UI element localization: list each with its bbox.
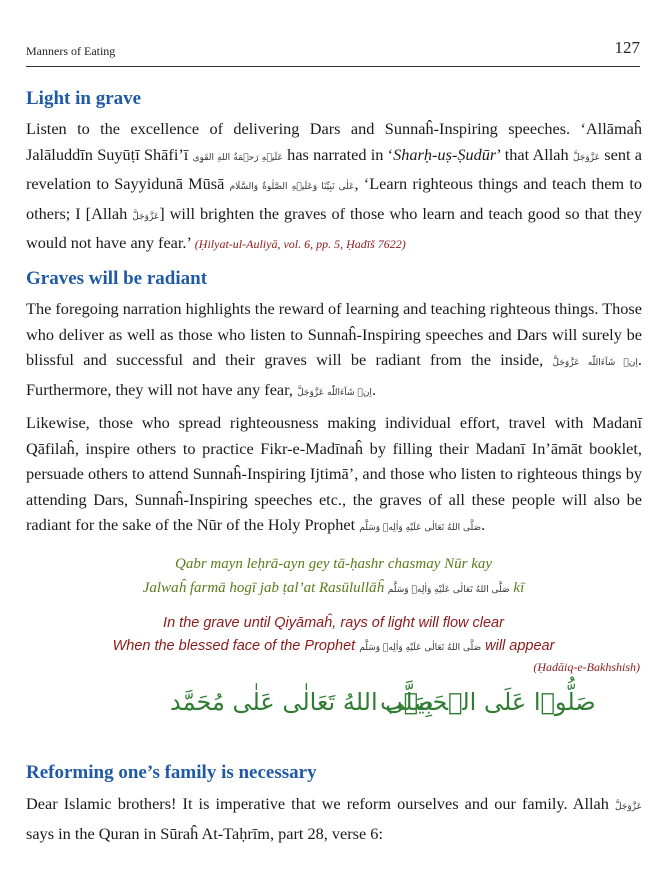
- text-run: Dear Islamic brothers! It is imperative that we reform ourselves and our family. Allah: [26, 794, 615, 813]
- text-run: Jalwaĥ farmā hogī jab ṭal’at Rasūlullāĥ: [142, 580, 388, 596]
- arabic-honorific: عَزَّوَجَلَّ: [572, 152, 601, 163]
- poem-red-line-2: [0, 635, 667, 660]
- arabic-honorific: صَلَّى اللهُ تَعَالٰى عَلَيْهِ وَاٰلِهٖ وَسَلَّم: [359, 523, 482, 533]
- chapter-title: Manners of Eating: [26, 44, 116, 58]
- salawat-calligraphy-left: صَلَّى اللهُ تَعَالٰى عَلٰى مُحَمَّد: [170, 688, 434, 716]
- paragraph-reforming-family: [26, 791, 642, 846]
- text-run: . Furthermore, they will not have any fear,: [26, 350, 642, 399]
- paragraph-likewise: [26, 410, 642, 542]
- citation: (Ḥilyat-ul-Auliyā, vol. 6, pp. 5, Ḥadīš 7622): [194, 237, 406, 251]
- text-run: When the blessed face of the Prophet: [112, 638, 360, 654]
- paragraph-graves-radiant: [26, 296, 642, 406]
- paragraph-light-in-grave: [26, 116, 642, 258]
- text-run: will appear: [481, 638, 555, 654]
- arabic-honorific: اِنۡ شَآءَاللّٰه عَزَّوَجَلَّ: [297, 387, 372, 398]
- section-heading-graves-radiant: Graves will be radiant: [26, 268, 208, 289]
- poem-green-line-1: Qabr mayn leḥrā-ayn gey tā-ḥashr chasmay Nūr kay: [174, 556, 493, 572]
- text-run: ’ that Allah: [496, 144, 573, 164]
- text-run: Likewise, those who spread righteousness making individual effort, travel with Madanī Qāfilaĥ, inspire others to practice Fikr-e-Madīnaĥ by filling their Madanī In’āmāt booklet, persuade others to attend Sunnaĥ-Inspiring Ijtimā’, and those who listen to righteous things by attending Dars, Sunnaĥ-Inspiring speeches etc., the graves of all these people will also be radiant for the sake of the Nūr of the Holy Prophet: [26, 413, 642, 534]
- page-header: [26, 36, 640, 66]
- salawat-calligraphy-right: صَلُّوۡا عَلَى الۡحَبِيۡب: [380, 688, 596, 716]
- arabic-honorific: اِنۡ شَآءَاللّٰه عَزَّوَجَلَّ: [552, 358, 638, 368]
- text-run: , ‘Learn righteous things and teach them to others; I [Allah: [26, 174, 642, 223]
- text-run: Listen to the excellence of delivering Dars and Sunnaĥ-Inspiring speeches. ‘Allāmaĥ Jalāluddīn Suyūṭī Shāfi’ī: [26, 119, 642, 164]
- text-run: .: [481, 515, 486, 534]
- arabic-honorific: عَلَيۡهِ رَحۡمَةُ اللهِ القَوِی: [192, 152, 283, 163]
- arabic-honorific: عَزَّوَجَلَّ: [132, 211, 160, 222]
- text-run: The foregoing narration highlights the reward of learning and teaching righteous things. Those who deliver as well as those who listen to Sunnaĥ-Inspiring speeches and Dars will surely be blissful and successful and their graves will be radiant from the inside,: [26, 299, 642, 369]
- section-heading-light-in-grave: Light in grave: [26, 88, 142, 109]
- arabic-honorific: عَزَّوَجَلَّ: [614, 802, 642, 812]
- text-run: sent a revelation to Sayyidunā Mūsā: [26, 144, 643, 193]
- book-title: Sharḥ-uṣ-Ṣudūr: [393, 144, 497, 164]
- page-number: 127: [614, 38, 640, 57]
- arabic-honorific: عَلٰی نَبِیِّنَا وَعَلَیۡهِ الصَّلٰوةُ وَالسَّلَام: [229, 182, 355, 192]
- arabic-honorific: صَلَّى اللهُ تَعَالٰى عَلَيْهِ وَاٰلِهٖ وَسَلَّم: [387, 585, 510, 595]
- arabic-honorific: صَلَّى اللهُ تَعَالٰى عَلَيْهِ وَاٰلِهٖ وَسَلَّم: [359, 643, 482, 653]
- poem-red-line-1: In the grave until Qiyāmaĥ, rays of light will flow clear: [163, 615, 504, 631]
- text-run: kī: [509, 580, 525, 596]
- text-run: has narrated in ‘: [282, 144, 394, 164]
- text-run: says in the Quran in Sūraĥ At-Taḥrīm, part 28, verse 6:: [26, 823, 383, 843]
- poem-green-line-2: [0, 576, 667, 602]
- section-heading-reforming-family: Reforming one’s family is necessary: [26, 762, 317, 783]
- header-divider: [26, 66, 640, 67]
- text-run: ] will brighten the graves of those who learn and teach good so that they would not have any fear.’: [26, 203, 642, 252]
- poem-source: (Ḥadāiq-e-Bakhshish): [533, 660, 640, 674]
- text-run: .: [371, 379, 377, 399]
